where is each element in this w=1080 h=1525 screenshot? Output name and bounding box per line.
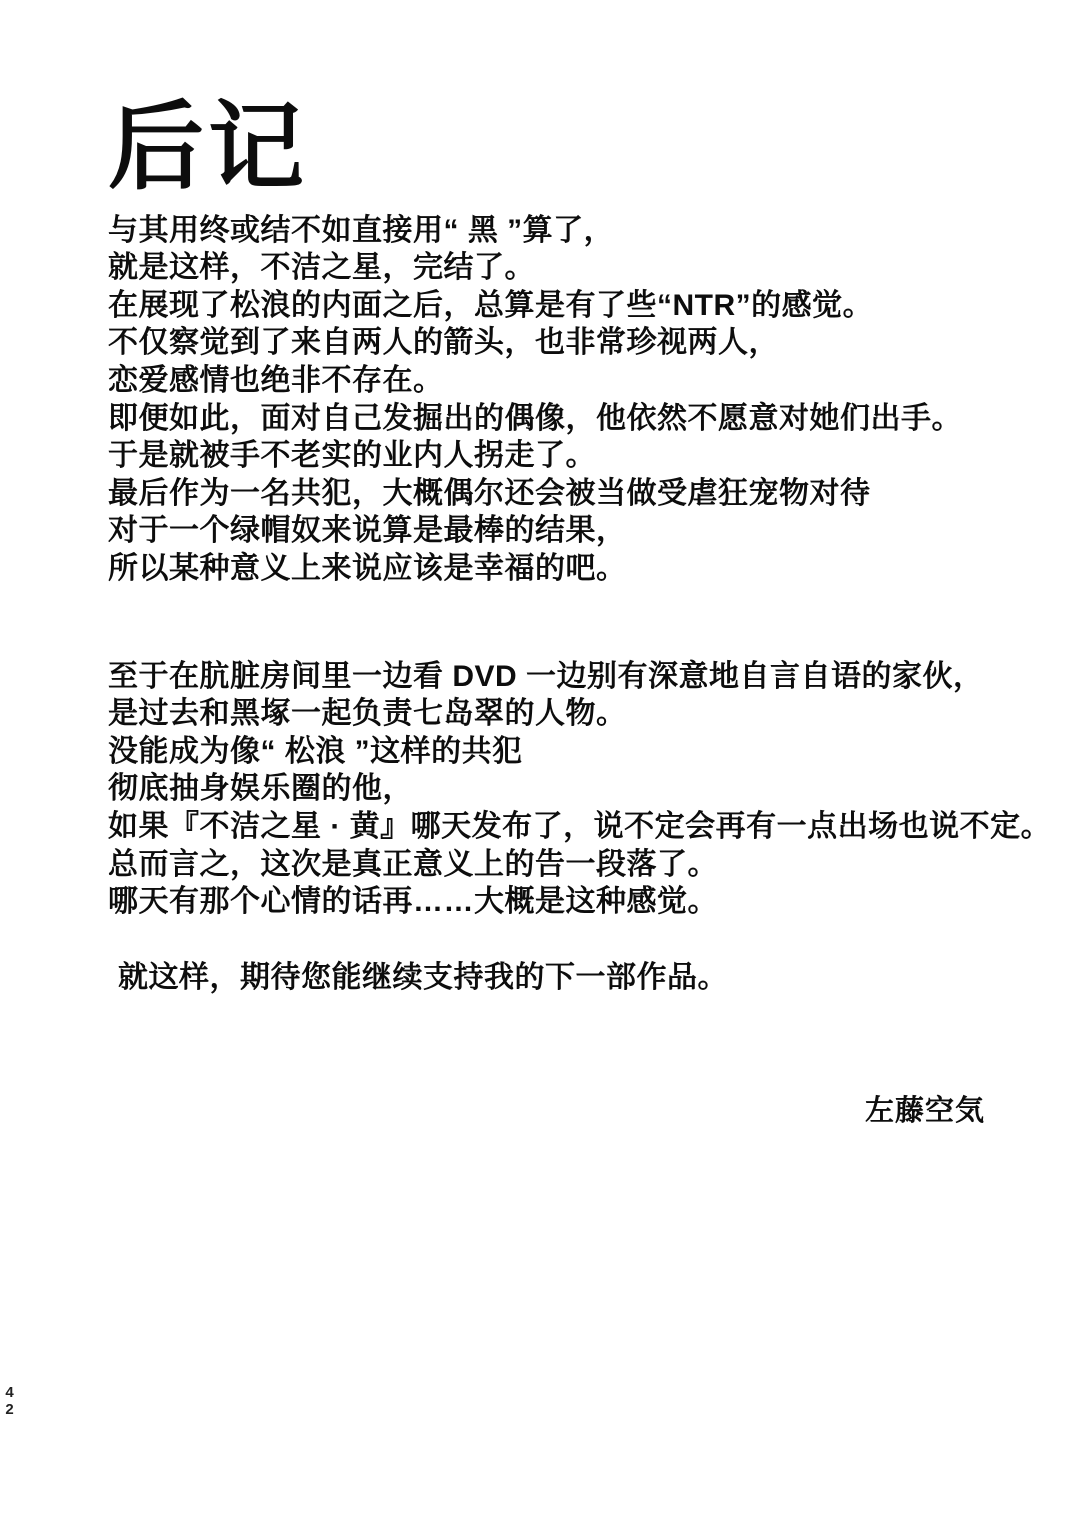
text-line: 恋爱感情也绝非不存在。 bbox=[108, 364, 444, 398]
page-title: 后记 bbox=[108, 94, 308, 201]
text-line: 与其用终或结不如直接用“ 黑 ”算了， bbox=[108, 213, 615, 247]
text-line: 不仅察觉到了来自两人的箭头，也非常珍视两人， bbox=[108, 326, 779, 360]
text-line: 就这样，期待您能继续支持我的下一部作品。 bbox=[118, 960, 728, 994]
afterword-content bbox=[108, 94, 1052, 996]
text-line: 对于一个绿帽奴来说算是最棒的结果， bbox=[108, 514, 627, 548]
text-line: 彻底抽身娱乐圈的他， bbox=[108, 772, 413, 806]
text-line: 最后作为一名共犯，大概偶尔还会被当做受虐狂宠物对待 bbox=[108, 476, 871, 510]
text-line: 总而言之，这次是真正意义上的告一段落了。 bbox=[108, 847, 718, 881]
text-line: 哪天有那个心情的话再……大概是这种感觉。 bbox=[108, 885, 718, 919]
page-number: 42 bbox=[1, 1384, 18, 1418]
text-line: 即便如此，面对自己发掘出的偶像，他依然不愿意对她们出手。 bbox=[108, 401, 962, 435]
text-line: 在展现了松浪的内面之后，总算是有了些“NTR”的感觉。 bbox=[108, 288, 874, 322]
text-line: 如果『不洁之星 · 黄』哪天发布了，说不定会再有一点出场也说不定。 bbox=[108, 809, 1052, 843]
paragraph-1 bbox=[108, 212, 1023, 588]
text-line: 是过去和黑塚一起负责七岛翠的人物。 bbox=[108, 697, 627, 731]
paragraph-3 bbox=[108, 959, 1023, 997]
text-line: 至于在肮脏房间里一边看 DVD 一边别有深意地自言自语的家伙， bbox=[108, 659, 984, 693]
text-line: 就是这样，不洁之星，完结了。 bbox=[108, 251, 535, 285]
text-line: 所以某种意义上来说应该是幸福的吧。 bbox=[108, 552, 627, 586]
text-line: 于是就被手不老实的业内人拐走了。 bbox=[108, 439, 596, 473]
paragraph-2 bbox=[108, 658, 1052, 921]
text-line: 没能成为像“ 松浪 ”这样的共犯 bbox=[108, 734, 523, 768]
author-signature: 左藤空気 bbox=[864, 1095, 985, 1127]
